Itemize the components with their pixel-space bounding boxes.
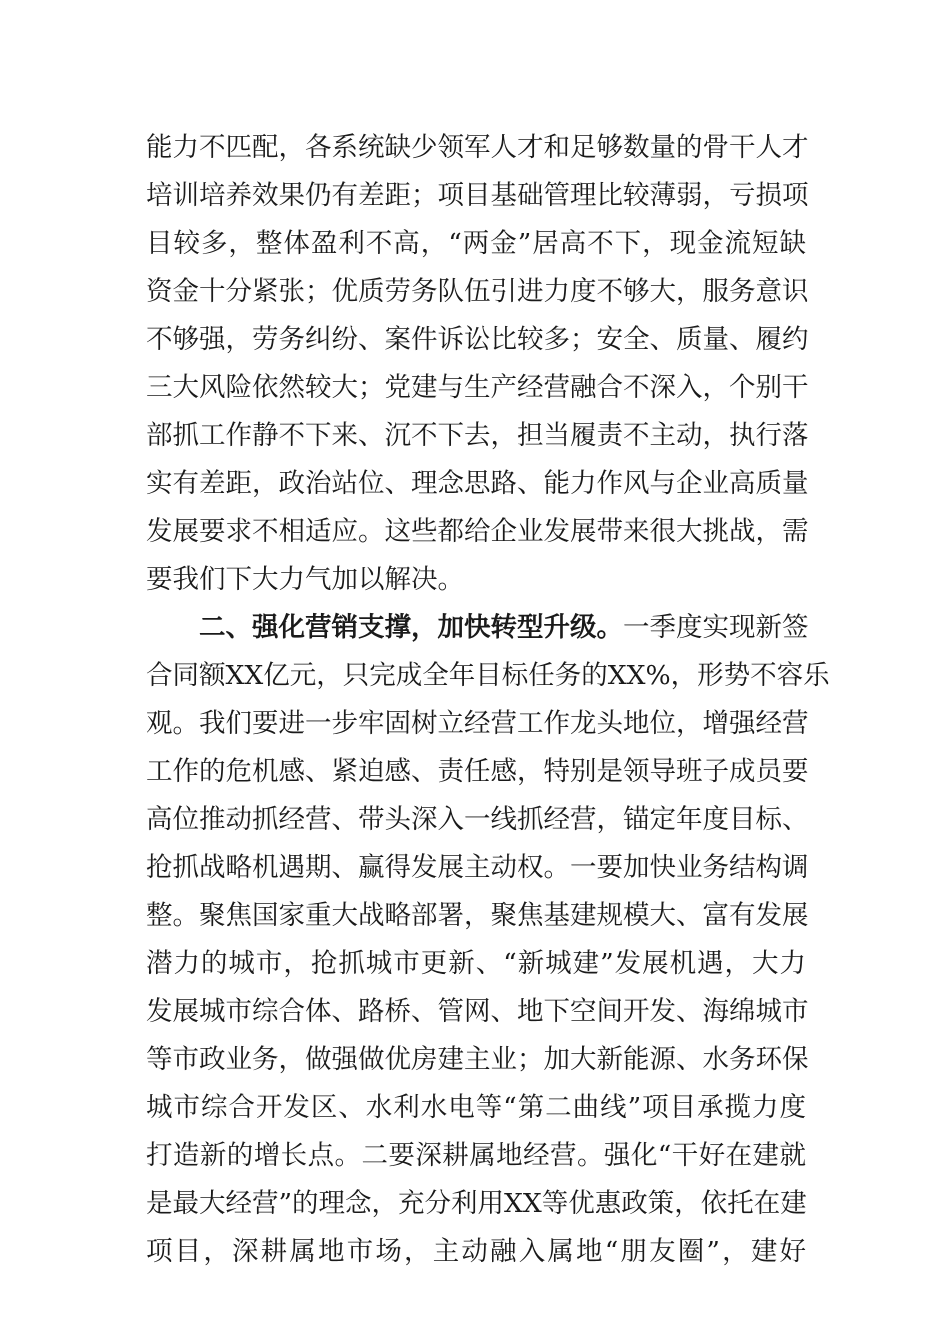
paragraph-1 xyxy=(146,124,809,604)
text-line: 部抓工作静不下来、沉不下去，担当履责不主动，执行落 xyxy=(146,420,809,451)
text-line: 不够强，劳务纠纷、案件诉讼比较多；安全、质量、履约 xyxy=(146,324,809,355)
text-line: 城市综合开发区、水利水电等“第二曲线”项目承揽力度 xyxy=(146,1092,806,1123)
text-line: 整。聚焦国家重大战略部署，聚焦基建规模大、富有发展 xyxy=(146,900,809,931)
first-line-rest: 一季度实现新签 xyxy=(623,612,809,643)
text-line: 要我们下大力气加以解决。 xyxy=(146,564,464,595)
text-line: 打造新的增长点。二要深耕属地经营。强化“干好在建就 xyxy=(146,1140,806,1171)
text-line: 资金十分紧张；优质劳务队伍引进力度不够大，服务意识 xyxy=(146,276,809,307)
text-line: 观。我们要进一步牢固树立经营工作龙头地位，增强经营 xyxy=(146,708,809,739)
text-line: 高位推动抓经营、带头深入一线抓经营，锚定年度目标、 xyxy=(146,804,809,835)
paragraph-2-first-line xyxy=(146,604,809,652)
text-line: 工作的危机感、紧迫感、责任感，特别是领导班子成员要 xyxy=(146,756,809,787)
text-line: 能力不匹配，各系统缺少领军人才和足够数量的骨干人才 xyxy=(146,132,809,163)
text-line: 潜力的城市，抢抓城市更新、“新城建”发展机遇，大力 xyxy=(146,948,806,979)
section-heading: 二、强化营销支撑，加快转型升级。 xyxy=(199,612,623,643)
text-line: 发展城市综合体、路桥、管网、地下空间开发、海绵城市 xyxy=(146,996,809,1027)
text-line: 实有差距，政治站位、理念思路、能力作风与企业高质量 xyxy=(146,468,809,499)
text-line: 项目，深耕属地市场，主动融入属地“朋友圈”，建好 xyxy=(146,1236,806,1267)
text-line: 抢抓战略机遇期、赢得发展主动权。一要加快业务结构调 xyxy=(146,852,809,883)
text-line: 是最大经营”的理念，充分利用XX等优惠政策，依托在建 xyxy=(146,1188,807,1219)
text-line: 目较多，整体盈利不高，“两金”居高不下，现金流短缺 xyxy=(146,228,806,259)
text-line: 三大风险依然较大；党建与生产经营融合不深入，个别干 xyxy=(146,372,809,403)
text-line: 培训培养效果仍有差距；项目基础管理比较薄弱，亏损项 xyxy=(146,180,809,211)
paragraph-2 xyxy=(146,604,830,1276)
text-line: 合同额XX亿元，只完成全年目标任务的XX%，形势不容乐 xyxy=(146,660,830,691)
text-line: 等市政业务，做强做优房建主业；加大新能源、水务环保 xyxy=(146,1044,809,1075)
text-line: 发展要求不相适应。这些都给企业发展带来很大挑战，需 xyxy=(146,516,809,547)
body-text xyxy=(146,124,830,1276)
